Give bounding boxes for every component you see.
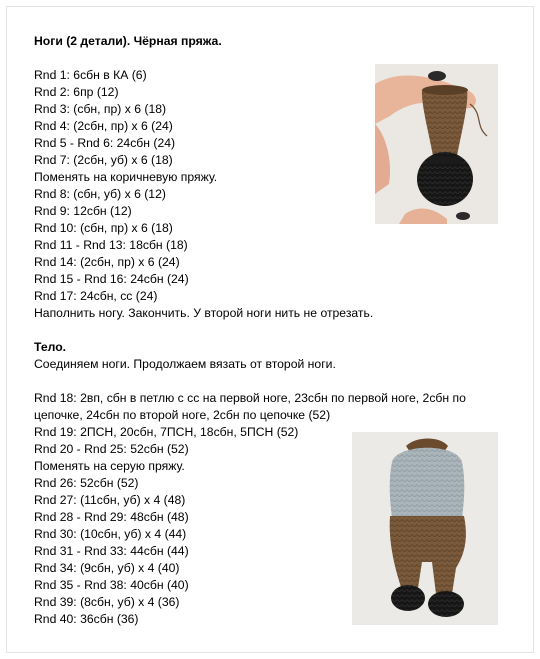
legs-row: Rnd 2: 6пр (12) xyxy=(34,85,119,99)
body-row: Поменять на серую пряжу. xyxy=(34,459,185,473)
body-row: Rnd 27: (11сбн, уб) х 4 (48) xyxy=(34,493,186,507)
legs-row: Rnd 5 - Rnd 6: 24сбн (24) xyxy=(34,136,176,150)
legs-row: Rnd 3: (сбн, пр) х 6 (18) xyxy=(34,102,167,116)
legs-row: Rnd 15 - Rnd 16: 24сбн (24) xyxy=(34,272,189,286)
body-row-18-line1: Rnd 18: 2вп, сбн в петлю с сс на первой ноге, 23сбн по первой ноге, 2сбн по xyxy=(34,391,466,405)
body-photo xyxy=(352,432,498,625)
legs-row: Rnd 4: (2сбн, пр) х 6 (24) xyxy=(34,119,173,133)
body-row-18-line2: цепочке, 24сбн по второй ноге, 2сбн по цепочке (52) xyxy=(34,408,331,422)
legs-row: Rnd 8: (сбн, уб) х 6 (12) xyxy=(34,187,166,201)
legs-row: Rnd 11 - Rnd 13: 18сбн (18) xyxy=(34,238,188,252)
body-row: Rnd 34: (9сбн, уб) х 4 (40) xyxy=(34,561,180,575)
body-title: Тело. xyxy=(34,340,67,354)
body-row: Rnd 39: (8сбн, уб) х 4 (36) xyxy=(34,595,180,609)
body-intro: Соединяем ноги. Продолжаем вязать от второй ноги. xyxy=(34,357,336,371)
legs-row: Rnd 7: (2сбн, уб) х 6 (18) xyxy=(34,153,173,167)
body-row: Rnd 40: 36сбн (36) xyxy=(34,612,139,626)
body-row: Rnd 19: 2ПСН, 20сбн, 7ПСН, 18сбн, 5ПСН (52) xyxy=(34,425,299,439)
body-row: Rnd 35 - Rnd 38: 40сбн (40) xyxy=(34,578,189,592)
legs-row: Rnd 14: (2сбн, пр) х 6 (24) xyxy=(34,255,180,269)
legs-row: Rnd 1: 6сбн в КА (6) xyxy=(34,68,147,82)
legs-row: Rnd 17: 24сбн, сс (24) xyxy=(34,289,158,303)
body-row: Rnd 20 - Rnd 25: 52сбн (52) xyxy=(34,442,189,456)
body-row: Rnd 28 - Rnd 29: 48сбн (48) xyxy=(34,510,189,524)
legs-row: Rnd 10: (сбн, пр) х 6 (18) xyxy=(34,221,173,235)
body-row: Rnd 26: 52сбн (52) xyxy=(34,476,139,490)
leg-photo xyxy=(375,64,498,224)
legs-row: Поменять на коричневую пряжу. xyxy=(34,170,218,184)
legs-row: Rnd 9: 12сбн (12) xyxy=(34,204,132,218)
legs-row: Наполнить ногу. Закончить. У второй ноги нить не отрезать. xyxy=(34,306,374,320)
body-row: Rnd 30: (10сбн, уб) х 4 (44) xyxy=(34,527,187,541)
legs-title: Ноги (2 детали). Чёрная пряжа. xyxy=(34,34,222,48)
body-row: Rnd 31 - Rnd 33: 44сбн (44) xyxy=(34,544,189,558)
